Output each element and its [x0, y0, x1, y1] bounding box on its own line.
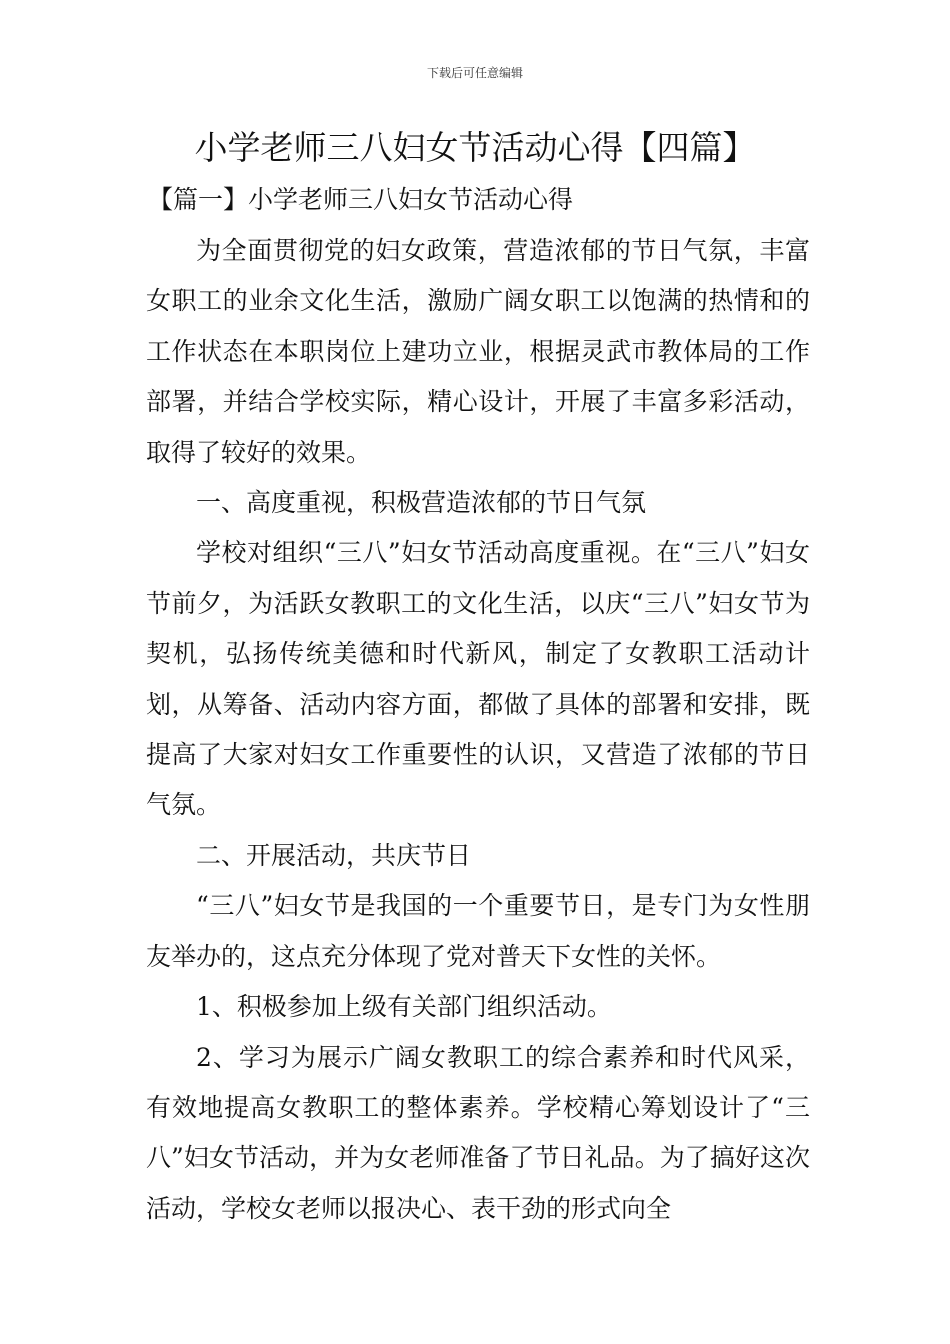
paragraph-2: “三八”妇女节是我国的一个重要节日，是专门为女性朋友举办的，这点充分体现了党对普天下女性的关怀。 — [146, 891, 810, 971]
paragraph-1: 学校对组织“三八”妇女节活动高度重视。在“三八”妇女节前夕，为活跃女教职工的文化生活，以庆“三八”妇女节为契机，弘扬传统美德和时代新风，制定了女教职工活动计划，从筹备、活动内容方面，都做了具体的部署和安排，既提高了大家对妇女工作重要性的认识，又营造了浓郁的节日气氛。 — [146, 538, 810, 820]
subheading-1: 一、高度重视，积极营造浓郁的节日气氛 — [196, 488, 647, 518]
subheading-2: 二、开展活动，共庆节日 — [196, 840, 472, 870]
document-body — [146, 226, 810, 1234]
section-heading: 【篇一】小学老师三八妇女节活动心得 — [148, 185, 574, 214]
list-item-1: 1、积极参加上级有关部门组织活动。 — [196, 992, 612, 1022]
list-item-2: 2、学习为展示广阔女教职工的综合素养和时代风采，有效地提高女教职工的整体素养。学校精心筹划设计了“三八”妇女节活动，并为女老师准备了节日礼品。为了搞好这次活动，学校女老师以报决心、表干劲的形式向全 — [146, 1042, 810, 1223]
document-title: 小学老师三八妇女节活动心得【四篇】 — [194, 128, 756, 167]
paragraph-intro: 为全面贯彻党的妇女政策，营造浓郁的节日气氛，丰富女职工的业余文化生活，激励广阔女职工以饱满的热情和的工作状态在本职岗位上建功立业，根据灵武市教体局的工作部署，并结合学校实际，精心设计，开展了丰富多彩活动，取得了较好的效果。 — [146, 236, 810, 467]
header-note: 下载后可任意编辑 — [426, 66, 523, 80]
